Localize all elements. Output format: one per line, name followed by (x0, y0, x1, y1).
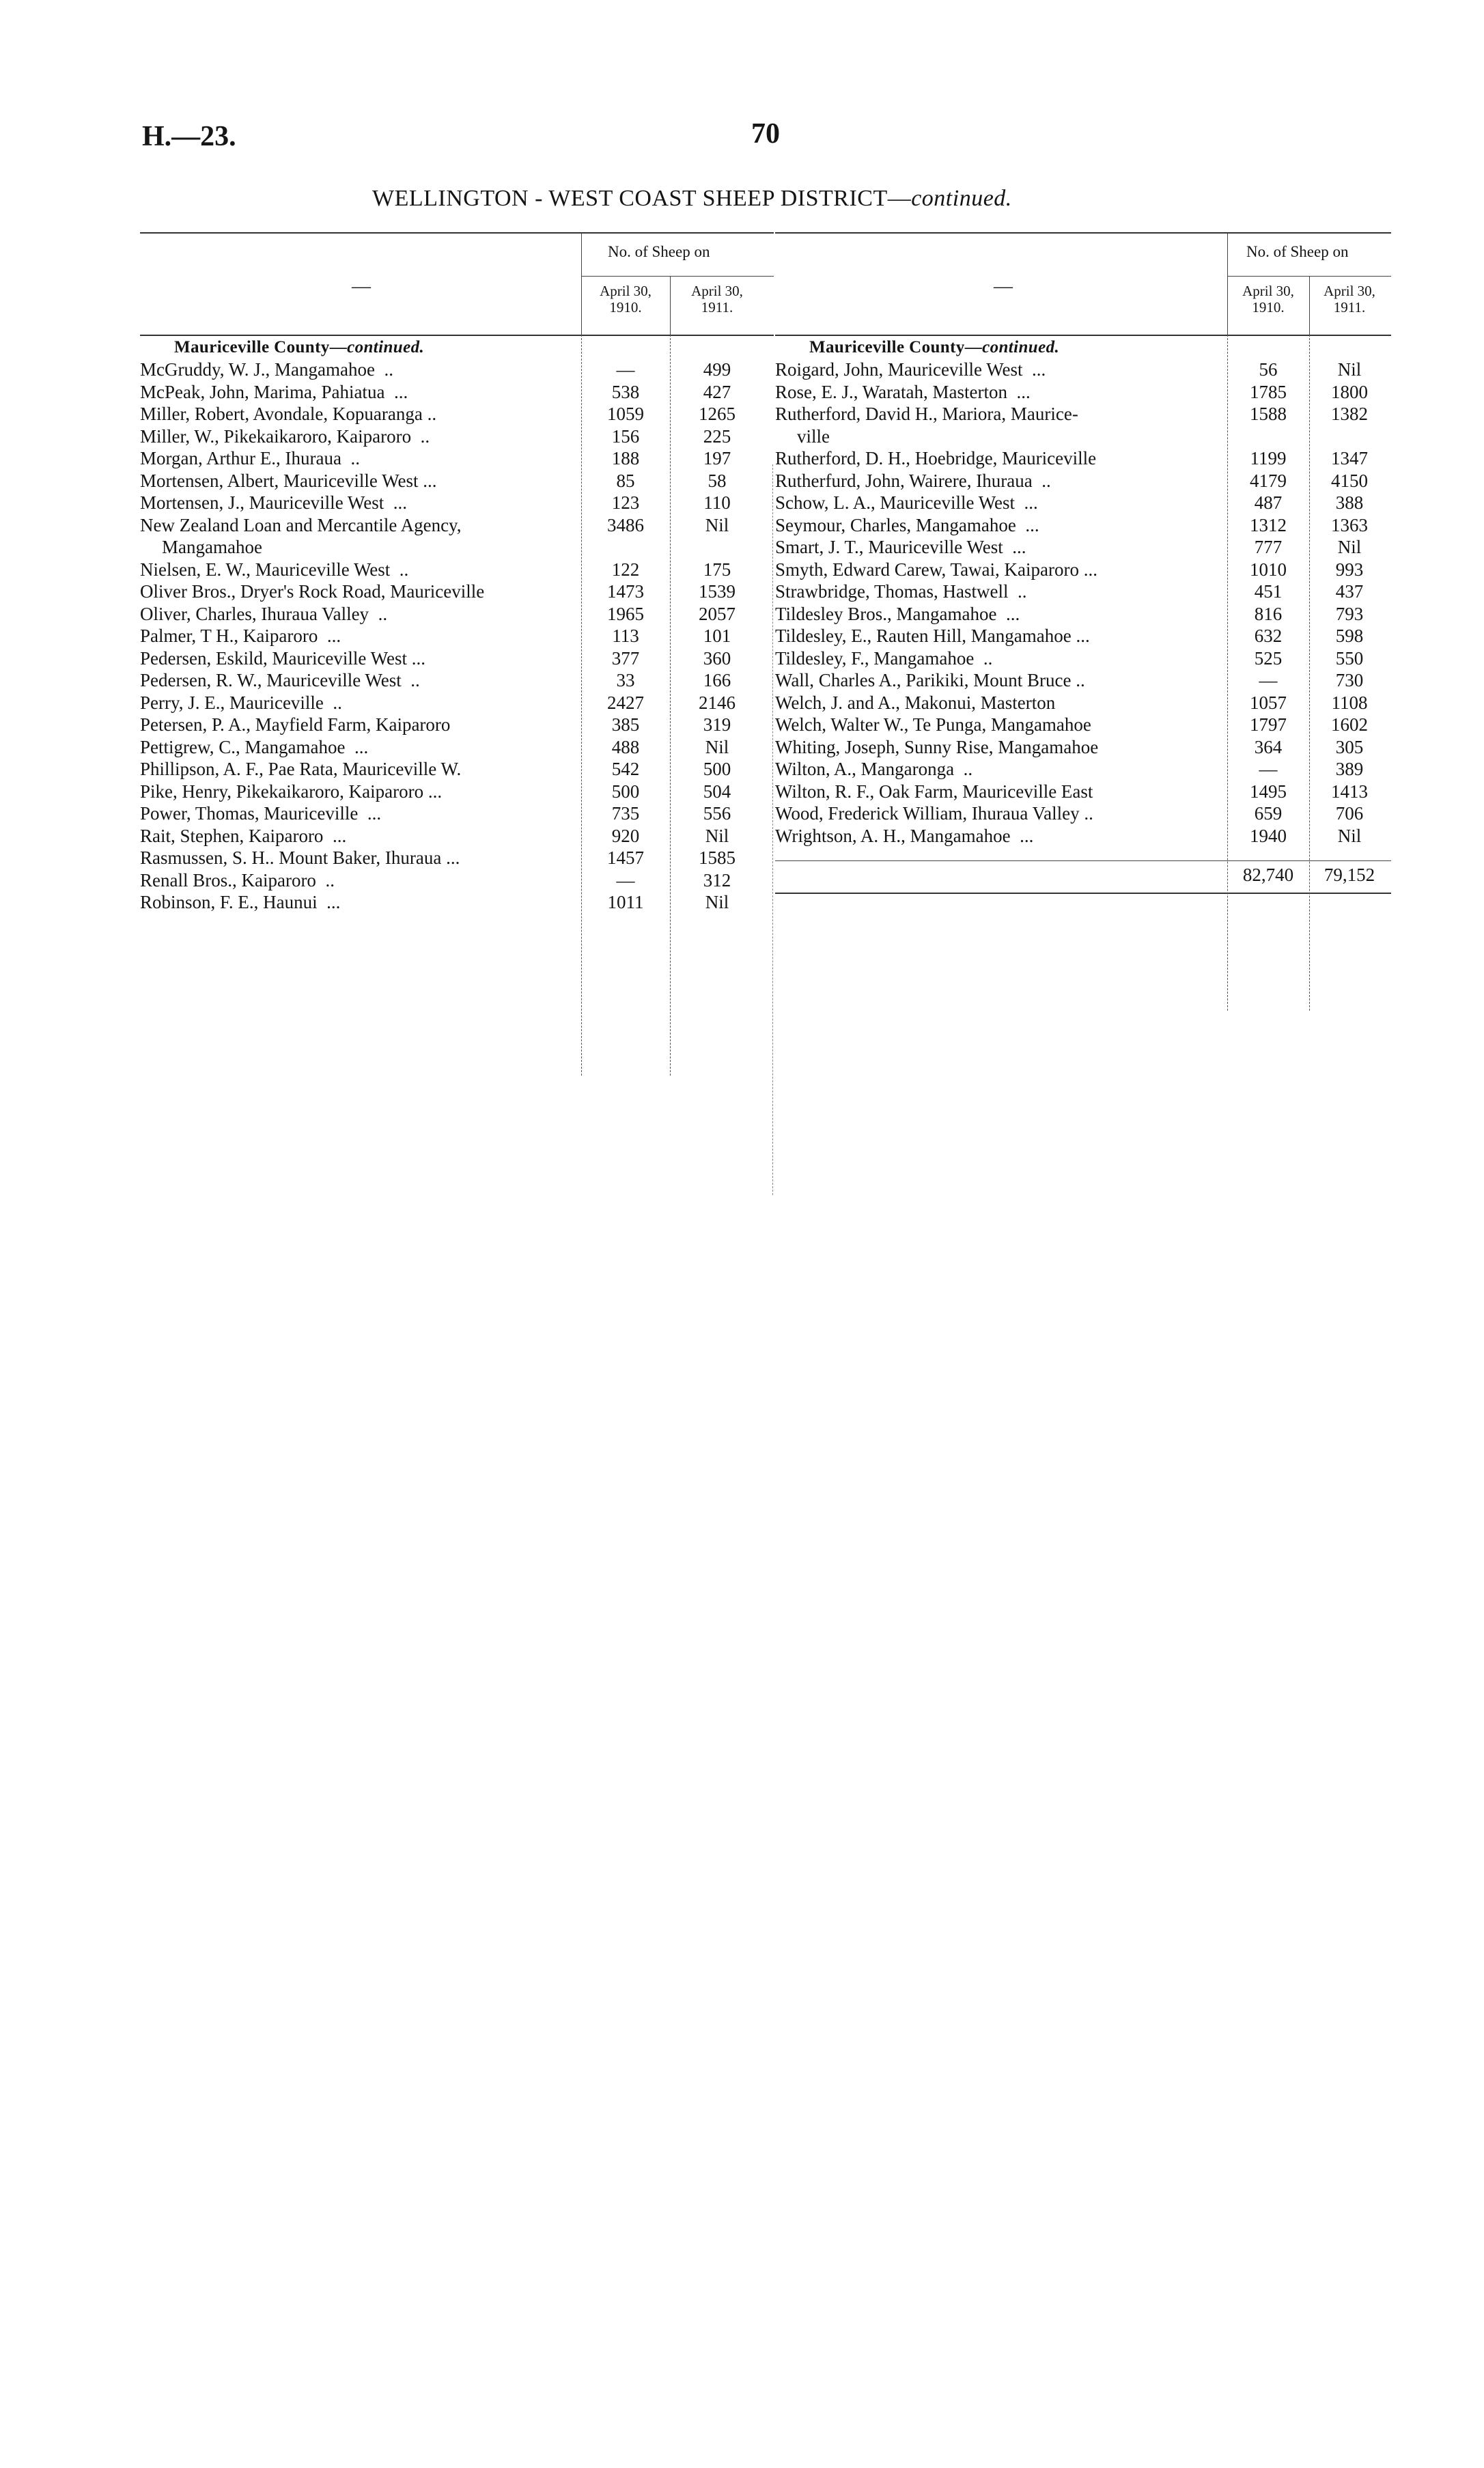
leader-dots: ... (318, 626, 341, 646)
sheep-1911: 2057 (699, 603, 736, 624)
leader-dots: .. (401, 670, 420, 690)
sheep-1911: 1347 (1331, 448, 1368, 468)
sheep-1911: 360 (703, 647, 731, 669)
leader-dots: ... (1022, 359, 1046, 380)
sheep-1910: 385 (611, 714, 640, 735)
owner-name: Perry, J. E., Mauriceville .. (140, 692, 342, 713)
owner-name: Mortensen, J., Mauriceville West ... (140, 492, 407, 513)
owner-name: Wilton, R. F., Oak Farm, Mauriceville East (775, 781, 1093, 802)
owner-name: Robinson, F. E., Haunui ... (140, 892, 341, 912)
table-row (140, 847, 774, 869)
table-row (775, 692, 1391, 714)
left-table (140, 232, 774, 914)
owner-name: Welch, Walter W., Te Punga, Mangamahoe (775, 714, 1091, 735)
sheep-1911: Nil (1337, 359, 1362, 380)
owner-name: Smart, J. T., Mauriceville West ... (775, 537, 1026, 557)
right-table-body (775, 336, 1391, 847)
sheep-1911: Nil (705, 514, 729, 535)
sheep-1910: 377 (611, 647, 640, 669)
leader-dots: .. (1079, 803, 1093, 824)
sheep-1910: — (616, 359, 635, 380)
sheep-count-group-header: No. of Sheep on (1246, 243, 1349, 260)
table-row (140, 470, 774, 492)
sheep-1911: 598 (1335, 626, 1364, 646)
county-continued: continued. (982, 338, 1060, 356)
owner-name: Rait, Stephen, Kaiparoro ... (140, 825, 347, 846)
table-row (140, 891, 774, 914)
leader-dots: ... (1079, 559, 1097, 580)
sheep-1911: 500 (703, 759, 731, 779)
sheep-1911: Nil (1337, 825, 1362, 846)
table-row (140, 559, 774, 581)
sheep-1911: 550 (1335, 647, 1364, 669)
table-row (140, 492, 774, 514)
sheep-1910 (603, 536, 692, 559)
leader-dots: ... (407, 647, 425, 669)
table-row (140, 825, 774, 847)
table-row (140, 647, 774, 670)
sheep-1910: 451 (1254, 581, 1283, 602)
table-row (140, 692, 774, 714)
sheep-1911: Nil (705, 892, 729, 912)
table-row (140, 802, 774, 825)
sheep-1910: 188 (611, 448, 640, 468)
leader-dots: .. (390, 559, 409, 580)
leader-dots: ... (418, 470, 437, 491)
sheep-1910: 56 (1259, 359, 1278, 380)
sheep-1911: 1585 (699, 847, 736, 868)
owner-name: McPeak, John, Marima, Pahiatua ... (140, 381, 408, 402)
table-row (775, 580, 1391, 603)
column-header-1910: April 30, 1910. (600, 283, 652, 315)
owner-name: Strawbridge, Thomas, Hastwell .. (775, 581, 1027, 602)
owner-name: Welch, J. and A., Makonui, Masterton (775, 692, 1056, 713)
leader-dots: ... (1071, 626, 1090, 646)
table-row (140, 381, 774, 404)
leader-dots: ... (1015, 492, 1038, 513)
leader-dots: ... (358, 803, 382, 824)
table-row (775, 470, 1391, 492)
leader-dots: .. (1071, 670, 1085, 690)
sheep-1911: 175 (703, 559, 731, 580)
sheep-1910: 1010 (1250, 559, 1287, 580)
sheep-1910: — (1259, 670, 1278, 690)
leader-dots: ... (1016, 514, 1039, 535)
sheep-1911: 388 (1335, 492, 1364, 513)
owner-name: Palmer, T H., Kaiparoro ... (140, 626, 341, 646)
owner-name: Seymour, Charles, Mangamahoe ... (775, 514, 1039, 535)
leader-dots: .. (411, 425, 430, 447)
owner-name: Rutherford, D. H., Hoebridge, Mauriceville (775, 448, 1097, 468)
table-row (775, 559, 1391, 581)
leader-dots: .. (374, 359, 393, 380)
left-table-body (140, 336, 774, 914)
leader-dots: .. (974, 647, 993, 669)
table-row (775, 736, 1391, 759)
owner-name: Phillipson, A. F., Pae Rata, Mauriceville W. (140, 759, 462, 779)
table-row (775, 447, 1391, 470)
sheep-1911: 1265 (699, 404, 736, 424)
sheep-1910: 364 (1254, 736, 1283, 757)
leader-dots: .. (954, 759, 973, 779)
sheep-1910: 156 (611, 425, 640, 447)
leader-dots: ... (1003, 537, 1026, 557)
owner-name: Power, Thomas, Mauriceville ... (140, 803, 382, 824)
sheep-1910: 1940 (1250, 825, 1287, 846)
sheep-1911: 1382 (1331, 404, 1368, 424)
sheep-1911: 556 (703, 803, 731, 824)
owner-name: Wilton, A., Mangaronga .. (775, 759, 973, 779)
sheep-1910: 487 (1254, 492, 1283, 513)
leader-dots: .. (323, 692, 342, 713)
sheep-1910: 659 (1254, 803, 1283, 824)
county-continued: continued. (347, 338, 425, 356)
sheep-1910: 1199 (1250, 448, 1287, 468)
sheep-1911: 730 (1335, 670, 1364, 690)
sheep-1911: 437 (1335, 581, 1364, 602)
sheep-1910: — (1259, 759, 1278, 779)
page-title (372, 186, 1012, 212)
owner-name: Pedersen, Eskild, Mauriceville West ... (140, 647, 425, 669)
leader-dots: .. (1032, 470, 1051, 491)
sheep-1911: 4150 (1331, 470, 1368, 491)
total-1911: 79,152 (1324, 865, 1375, 885)
county-name: Mauriceville County— (174, 338, 348, 356)
sheep-1910: 1965 (607, 603, 644, 624)
table-row (140, 736, 774, 759)
sheep-1910: 3486 (607, 514, 644, 535)
table-row (775, 603, 1391, 626)
sheep-1911: 101 (703, 626, 731, 646)
column-header-1910: April 30, 1910. (1242, 283, 1294, 315)
table-row (140, 625, 774, 647)
sheep-1911: 197 (703, 448, 731, 468)
column-header-1911: April 30, 1911. (1324, 283, 1375, 315)
sheep-1911: 706 (1335, 803, 1364, 824)
table-row (140, 425, 774, 448)
owner-name: New Zealand Loan and Mercantile Agency, (140, 514, 462, 535)
table-row (775, 714, 1391, 736)
sheep-1911: 305 (1335, 736, 1364, 757)
owner-name: Nielsen, E. W., Mauriceville West .. (140, 559, 409, 580)
page-reference: H.—23. (142, 121, 236, 152)
sheep-1910: 488 (611, 736, 640, 757)
table-row (140, 603, 774, 626)
sheep-1910: 777 (1254, 537, 1283, 557)
owner-name: McGruddy, W. J., Mangamahoe .. (140, 359, 393, 380)
sheep-1911: 58 (708, 470, 727, 491)
leader-dots: ... (1010, 825, 1034, 846)
table-row (140, 359, 774, 381)
owner-name: Oliver, Charles, Ihuraua Valley .. (140, 603, 388, 624)
owner-name: Pettigrew, C., Mangamahoe ... (140, 736, 369, 757)
sheep-1910: 920 (611, 825, 640, 846)
county-heading (775, 336, 1391, 359)
sheep-1911: 312 (703, 869, 731, 891)
totals-row (775, 861, 1391, 888)
leader-dots: ... (996, 603, 1020, 624)
table-row (775, 758, 1391, 781)
sheep-1910: 1588 (1250, 404, 1287, 424)
sheep-1911: 1602 (1331, 714, 1368, 735)
sheep-1910: 1785 (1250, 381, 1287, 402)
sheep-1910: 33 (616, 670, 635, 690)
owner-name: Miller, W., Pikekaikaroro, Kaiparoro .. (140, 425, 430, 447)
table-row (775, 781, 1391, 803)
sheep-1910: 1457 (607, 847, 644, 868)
sheep-1911: 1363 (1331, 514, 1368, 535)
table-row (775, 536, 1391, 559)
owner-name: Wrightson, A. H., Mangamahoe ... (775, 825, 1034, 846)
owner-name: Wood, Frederick William, Ihuraua Valley .. (775, 803, 1093, 824)
title-continued: continued. (911, 186, 1012, 211)
leader-dots: .. (341, 448, 360, 468)
sheep-1910: 538 (611, 381, 640, 402)
owner-name: Mangamahoe (162, 537, 262, 557)
leader-dots: ... (323, 825, 347, 846)
sheep-1910: 1797 (1250, 714, 1287, 735)
table-row (775, 647, 1391, 670)
sheep-1910: 500 (611, 781, 640, 802)
table-row (775, 802, 1391, 825)
table-row (140, 514, 774, 537)
name-column-header: — (352, 276, 371, 297)
owner-name: Wall, Charles A., Parikiki, Mount Bruce .. (775, 670, 1085, 690)
right-table (775, 232, 1391, 894)
owner-name: Rutherfurd, John, Wairere, Ihuraua .. (775, 470, 1051, 491)
sheep-1911: Nil (705, 736, 729, 757)
table-row (775, 492, 1391, 514)
sheep-1911: Nil (705, 825, 729, 846)
table-row (775, 359, 1391, 381)
owner-name: Schow, L. A., Mauriceville West ... (775, 492, 1038, 513)
sheep-1910: 113 (612, 626, 639, 646)
owner-name: Morgan, Arthur E., Ihuraua .. (140, 448, 360, 468)
sheep-1910: 1011 (607, 892, 644, 912)
owner-name: Renall Bros., Kaiparoro .. (140, 869, 335, 891)
table-row (775, 669, 1391, 692)
sheep-1911: 1108 (1331, 692, 1368, 713)
sheep-1911: 504 (703, 781, 731, 802)
sheep-1910: 2427 (607, 692, 644, 713)
sheep-1911: 166 (703, 670, 731, 690)
title-main: WELLINGTON - WEST COAST SHEEP DISTRICT— (372, 186, 912, 211)
sheep-1910: 1057 (1250, 692, 1287, 713)
sheep-1911: Nil (1337, 537, 1362, 557)
table-row (140, 758, 774, 781)
sheep-1910: 1059 (607, 404, 644, 424)
left-table-header (140, 232, 774, 336)
leader-dots: ... (317, 892, 341, 912)
owner-name: Rasmussen, S. H.. Mount Baker, Ihuraua ... (140, 847, 460, 868)
table-row (775, 625, 1391, 647)
leader-dots: ... (384, 381, 408, 402)
owner-name: Petersen, P. A., Mayfield Farm, Kaiparoro (140, 714, 451, 735)
leader-dots: ... (384, 492, 407, 513)
name-column-header: — (994, 276, 1013, 297)
owner-name: Mortensen, Albert, Mauriceville West ... (140, 470, 437, 491)
sheep-1911: 389 (1335, 759, 1364, 779)
sheep-1911: 319 (703, 714, 731, 735)
table-row (140, 580, 774, 603)
owner-name: Tildesley, E., Rauten Hill, Mangamahoe ... (775, 626, 1090, 646)
right-table-header (775, 232, 1391, 336)
table-row (140, 781, 774, 803)
sheep-count-group-header: No. of Sheep on (608, 243, 710, 260)
table-row (775, 825, 1391, 847)
total-1910: 82,740 (1242, 865, 1294, 885)
owner-name: Tildesley, F., Mangamahoe .. (775, 647, 993, 669)
table-row (775, 403, 1391, 425)
owner-name: Pedersen, R. W., Mauriceville West .. (140, 670, 420, 690)
table-row (140, 869, 774, 892)
owner-name: Roigard, John, Mauriceville West ... (775, 359, 1046, 380)
leader-dots: .. (369, 603, 388, 624)
leader-dots: .. (422, 404, 437, 424)
owner-name: Oliver Bros., Dryer's Rock Road, Mauriceville (140, 581, 485, 602)
sheep-1911: 427 (703, 381, 731, 402)
sheep-1911: 1413 (1331, 781, 1368, 802)
owner-name: Rutherford, David H., Mariora, Maurice- (775, 404, 1078, 424)
owner-name: ville (797, 425, 830, 447)
sheep-1910: 542 (611, 759, 640, 779)
leader-dots: .. (316, 869, 335, 891)
table-row (140, 447, 774, 470)
sheep-1910: 525 (1254, 647, 1283, 669)
leader-dots: .. (1008, 581, 1027, 602)
sheep-1910: 85 (616, 470, 635, 491)
column-header-1911: April 30, 1911. (691, 283, 743, 315)
leader-dots: ... (423, 781, 443, 802)
sheep-1910: 1312 (1250, 514, 1287, 535)
owner-name: Pike, Henry, Pikekaikaroro, Kaiparoro ... (140, 781, 443, 802)
leader-dots: ... (1007, 381, 1031, 402)
sheep-1911: 110 (703, 492, 731, 513)
sheep-1910: 123 (611, 492, 640, 513)
sheep-1910 (1249, 425, 1331, 448)
leader-dots: ... (345, 736, 369, 757)
owner-name: Miller, Robert, Avondale, Kopuaranga .. (140, 404, 437, 424)
sheep-1911: 793 (1335, 603, 1364, 624)
table-row (775, 425, 1391, 448)
sheep-1910: 816 (1254, 603, 1283, 624)
sheep-1911: 225 (703, 425, 731, 447)
sheep-1910: 122 (611, 559, 640, 580)
owner-name: Smyth, Edward Carew, Tawai, Kaiparoro ... (775, 559, 1097, 580)
sheep-1911: 1800 (1331, 381, 1368, 402)
leader-dots: ... (441, 847, 460, 868)
owner-name: Rose, E. J., Waratah, Masterton ... (775, 381, 1031, 402)
sheep-1910: 632 (1254, 626, 1283, 646)
sheep-1910: 735 (611, 803, 640, 824)
table-row (140, 714, 774, 736)
sheep-1911: 499 (703, 359, 731, 380)
sheep-1910: 1495 (1250, 781, 1287, 802)
table-row (140, 403, 774, 425)
sheep-1911 (1331, 425, 1412, 448)
sheep-1910: 1473 (607, 581, 644, 602)
table-row (140, 536, 774, 559)
sheep-1910: — (616, 869, 635, 891)
sheep-1911: 2146 (699, 692, 736, 713)
sheep-1911: 1539 (699, 581, 736, 602)
sheep-1910: 4179 (1250, 470, 1287, 491)
owner-name: Whiting, Joseph, Sunny Rise, Mangamahoe (775, 736, 1099, 757)
table-row (775, 381, 1391, 404)
table-row (775, 514, 1391, 537)
table-row (140, 669, 774, 692)
county-heading (140, 336, 774, 359)
page-number: 70 (751, 118, 780, 150)
sheep-1911: 993 (1335, 559, 1364, 580)
owner-name: Tildesley Bros., Mangamahoe ... (775, 603, 1020, 624)
county-name: Mauriceville County— (809, 338, 983, 356)
